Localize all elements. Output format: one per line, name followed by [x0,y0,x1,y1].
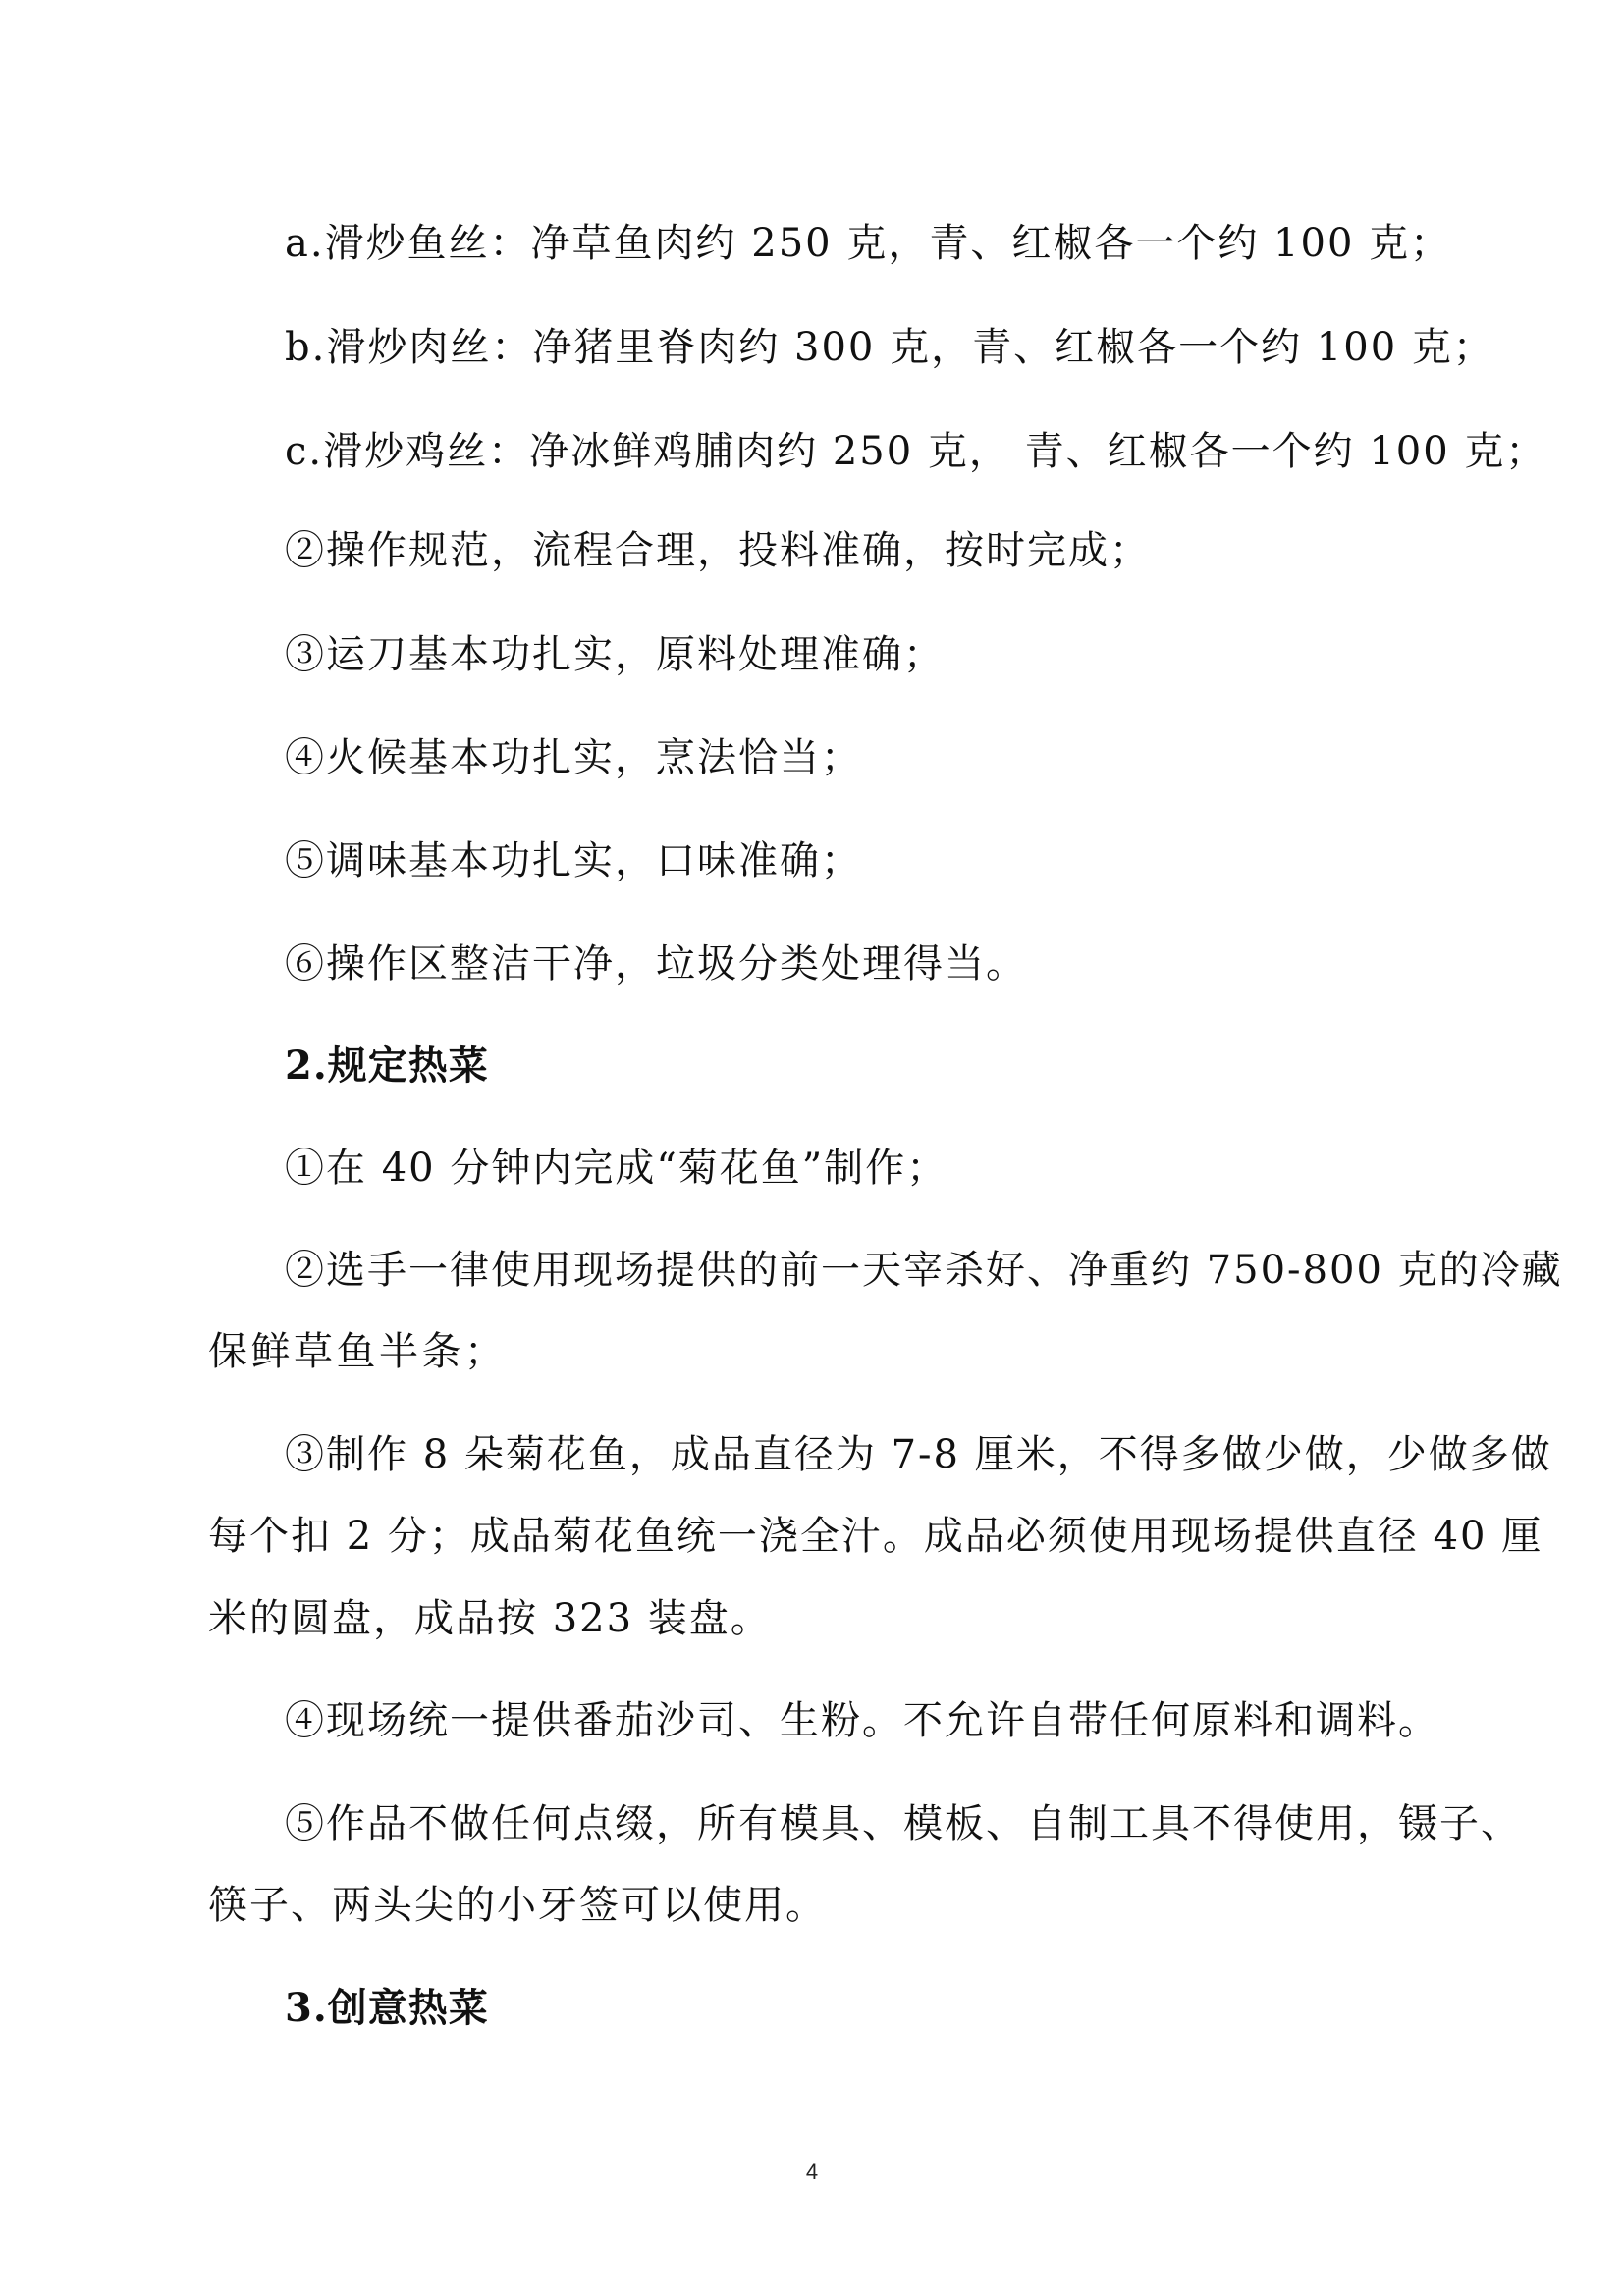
paragraph-hot-dish-3-line3: 米的圆盘，成品按 323 装盘。 [208,1596,772,1641]
paragraph-hot-dish-3-line2: 每个扣 2 分；成品菊花鱼统一浇全汁。成品必须使用现场提供直径 40 厘 [208,1514,1543,1559]
paragraph-fish-shreds: a.滑炒鱼丝：净草鱼肉约 250 克，青、红椒各一个约 100 克； [285,221,1452,266]
paragraph-hot-dish-2-line2: 保鲜草鱼半条； [208,1329,508,1374]
paragraph-item-4: ④火候基本功扎实，烹法恰当； [285,735,862,780]
paragraph-hot-dish-5-line2: 筷子、两头尖的小牙签可以使用。 [208,1883,827,1928]
page-number: 4 [805,2160,819,2184]
paragraph-hot-dish-5-line1: ⑤作品不做任何点缀，所有模具、模板、自制工具不得使用，镊子、 [285,1801,1522,1846]
paragraph-hot-dish-1: ①在 40 分钟内完成“菊花鱼”制作； [285,1146,948,1191]
paragraph-item-6: ⑥操作区整洁干净，垃圾分类处理得当。 [285,941,1027,987]
paragraph-pork-shreds: b.滑炒肉丝：净猪里脊肉约 300 克，青、红椒各一个约 100 克； [285,325,1494,370]
section-heading-3: 3.创意热菜 [285,1985,489,2031]
paragraph-item-3: ③运刀基本功扎实，原料处理准确； [285,632,945,677]
section-heading-2: 2.规定热菜 [285,1042,489,1089]
paragraph-item-5: ⑤调味基本功扎实，口味准确； [285,838,862,883]
paragraph-hot-dish-3-line1: ③制作 8 朵菊花鱼，成品直径为 7-8 厘米，不得多做少做，少做多做 [285,1432,1552,1477]
paragraph-hot-dish-2-line1: ②选手一律使用现场提供的前一天宰杀好、净重约 750-800 克的冷藏 [285,1248,1563,1293]
paragraph-item-2: ②操作规范，流程合理，投料准确，按时完成； [285,528,1151,573]
paragraph-chicken-shreds: c.滑炒鸡丝：净冰鲜鸡脯肉约 250 克， 青、红椒各一个约 100 克； [285,429,1547,474]
paragraph-hot-dish-4: ④现场统一提供番茄沙司、生粉。不允许自带任何原料和调料。 [285,1698,1439,1743]
